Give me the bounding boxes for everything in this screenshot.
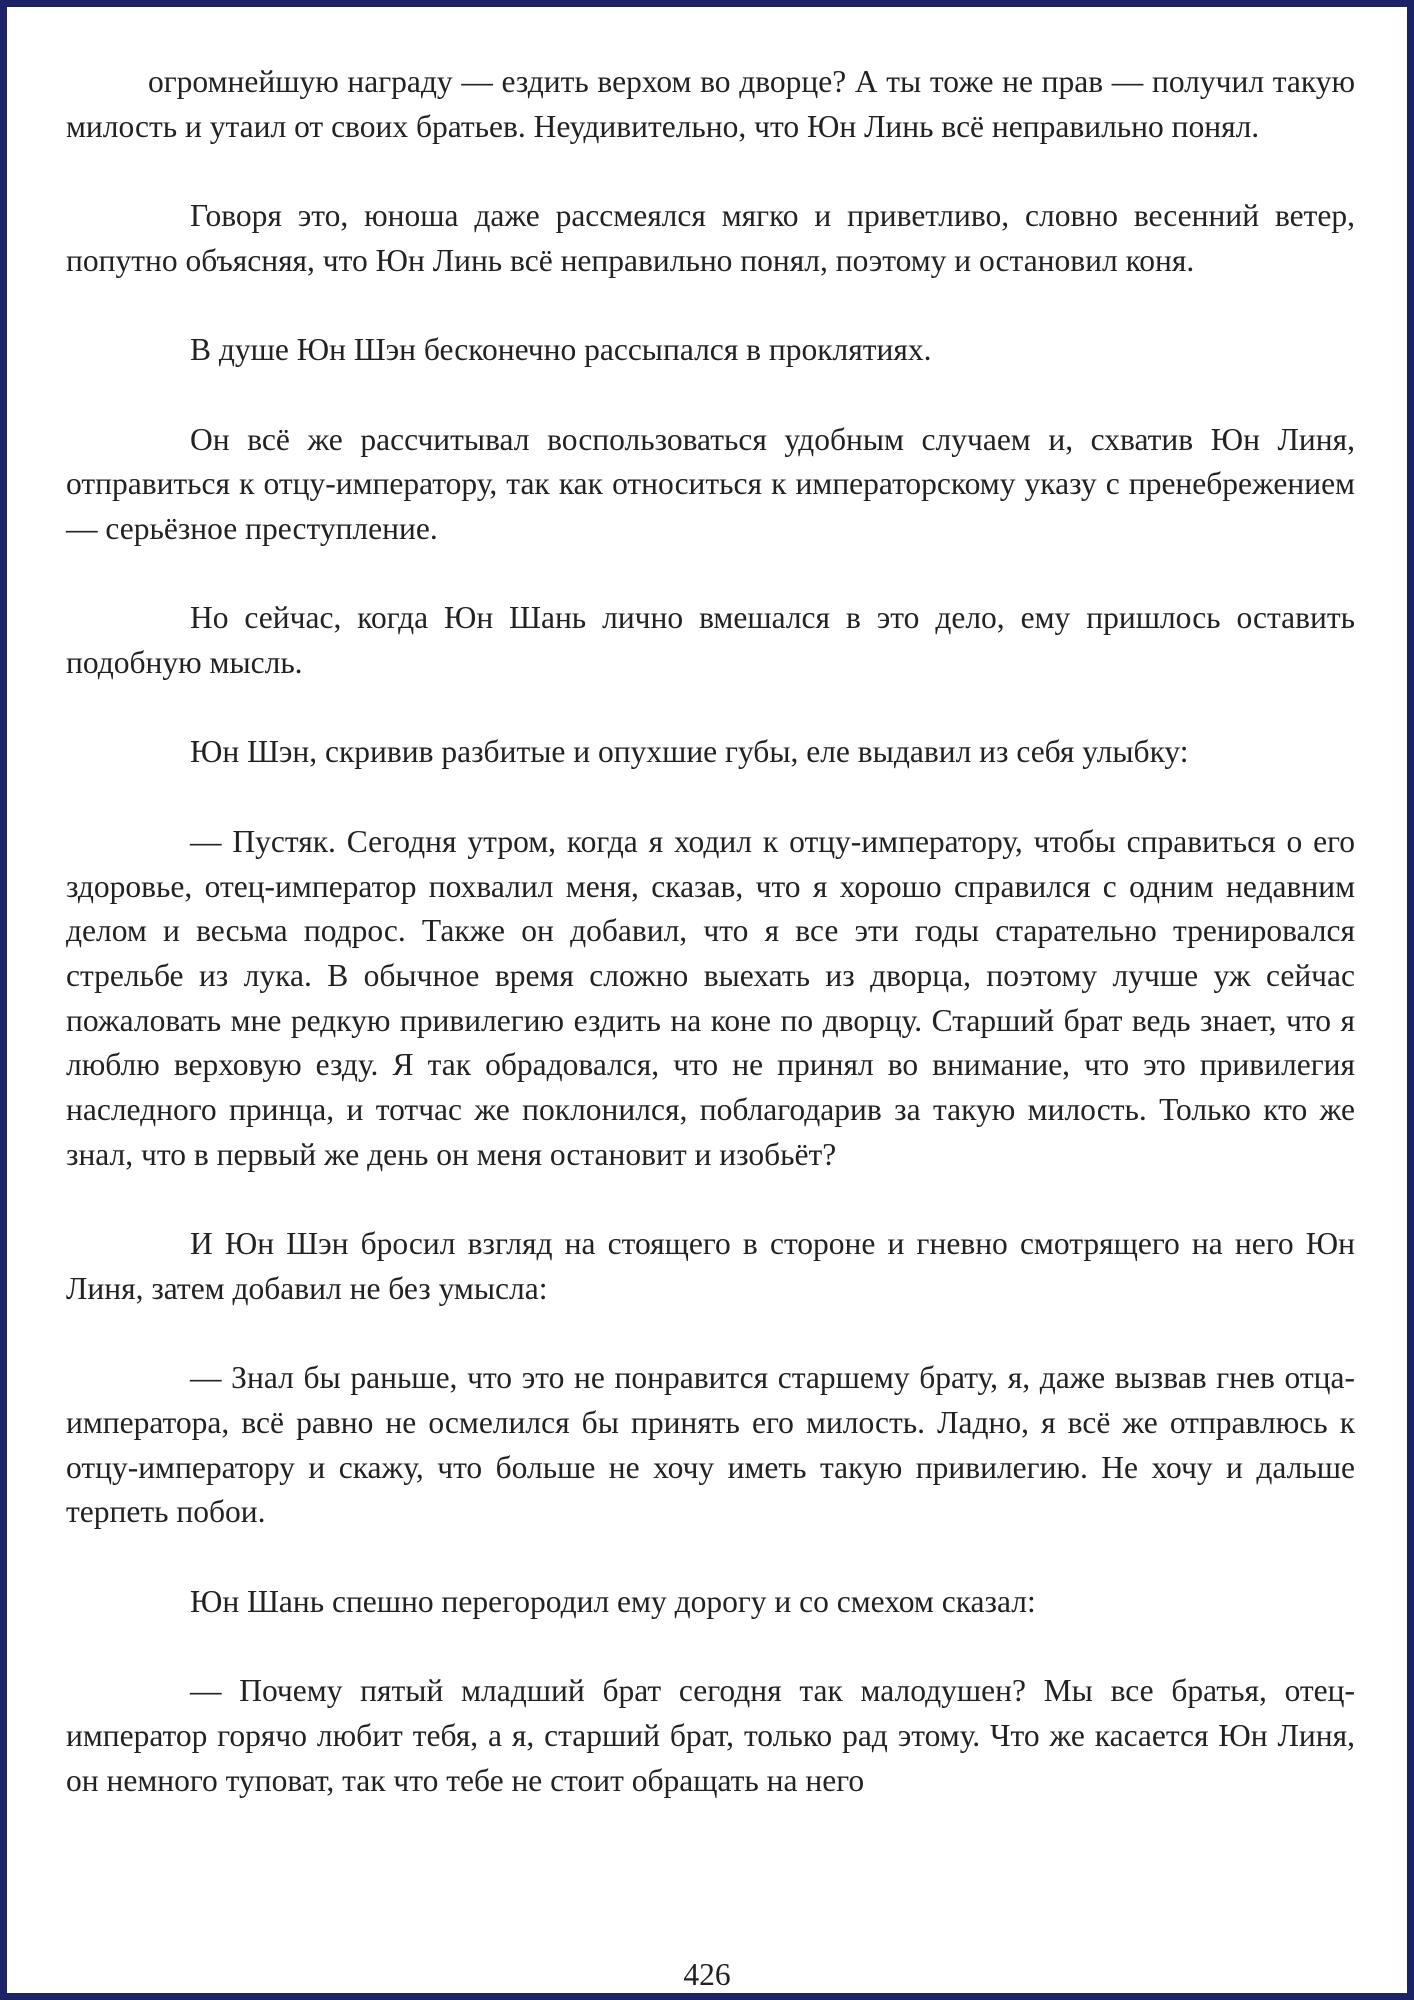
- paragraph-6: Юн Шэн, скривив разбитые и опухшие губы, еле выдавил из себя улыбку:: [190, 734, 1189, 770]
- paragraph-10: Юн Шань спешно перегородил ему дорогу и со смехом сказал:: [190, 1583, 1036, 1619]
- text-body: [66, 60, 1355, 1803]
- paragraph-7: — Пустяк. Сегодня утром, когда я ходил к отцу-императору, чтобы справиться о его здоровье, отец-император похвалил меня, сказав, что я хорошо справился с одним недавним делом и весьма подрос. Также он добавил, что я все эти годы старательно тренировался стрельбе из лука. В обычное время сложно выехать из дворца, поэтому лучше уж сейчас пожаловать мне редкую привилегию ездить на коне по дворцу. Старший брат ведь знает, что я люблю верховую езду. Я так обрадовался, что не принял во внимание, что это привилегия наследного принца, и тотчас же поклонился, поблагодарив за такую милость. Только кто же знал, что в первый же день он меня остановит и изобьёт?: [66, 823, 1355, 1172]
- paragraph-8: И Юн Шэн бросил взгляд на стоящего в стороне и гневно смотрящего на него Юн Линя, затем добавил не без умысла:: [66, 1226, 1355, 1306]
- paragraph-9: — Знал бы раньше, что это не понравится старшему брату, я, даже вызвав гнев отца-императора, всё равно не осмелился бы принять его милость. Ладно, я всё же отправлюсь к отцу-императору и скажу, что больше не хочу иметь такую привилегию. Не хочу и дальше терпеть побои.: [66, 1360, 1355, 1530]
- paragraph-1: огромнейшую награду — ездить верхом во дворце? А ты тоже не прав — получил такую милость и утаил от своих братьев. Неудивительно, что Юн Линь всё неправильно понял.: [66, 64, 1355, 144]
- paragraph-5: Но сейчас, когда Юн Шань лично вмешался в это дело, ему пришлось оставить подобную мысль.: [66, 600, 1355, 681]
- paragraph-2: Говоря это, юноша даже рассмеялся мягко и приветливо, словно весенний ветер, попутно объясняя, что Юн Линь всё неправильно понял, поэтому и остановил коня.: [66, 198, 1355, 278]
- paragraph-4: Он всё же рассчитывал воспользоваться удобным случаем и, схватив Юн Линя, отправиться к отцу-императору, так как относиться к императорскому указу с пренебрежением — серьёзное преступление.: [66, 421, 1355, 546]
- paragraph-3: В душе Юн Шэн бесконечно рассыпался в проклятиях.: [190, 332, 932, 368]
- page-number: 426: [683, 1957, 731, 1992]
- paragraph-11: — Почему пятый младший брат сегодня так малодушен? Мы все братья, отец-император горячо любит тебя, а я, старший брат, только рад этому. Что же касается Юн Линя, он немного туповат, так что тебе не стоит обращать на него: [66, 1673, 1355, 1798]
